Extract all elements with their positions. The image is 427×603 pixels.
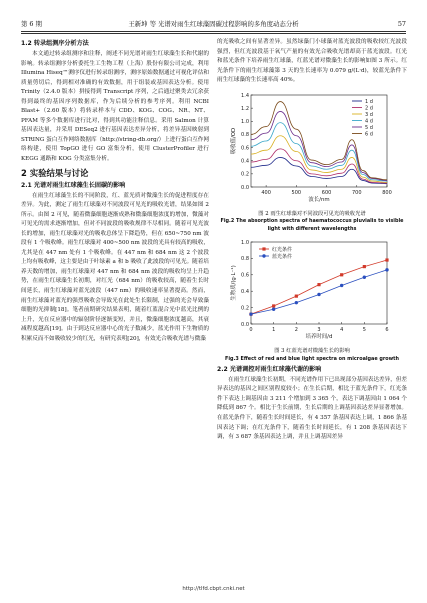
x-tick-label: 1: [272, 326, 276, 333]
section-heading-2: 2 实验结果与讨论: [21, 167, 89, 178]
data-point: [295, 301, 298, 304]
paragraph-metabolism: 在雨生红球藻生长初期，不同光谱作用下已出现部分基因表达差异，但差异表达的基因之间区别程度较小；在生长后期，相比于蓝光条件下，红光条件下表达上调基因由 3 211 个增加到 3 365 个，表达下调基因由 1 064 个降低到 867 个。相比于生长前期，生长后期的上调基因表达差异显著增加。在蓝光条件下，随着生长时间延长，有 4 357 条基因表达上调，1 866 条基因表达下调；在红光条件下，随着生长时间延长，有 1 208 条基因表达下调，有 3 687 条基因表达上调，并且上调基因差异: [217, 376, 408, 441]
paragraph-methods: 本文通过转录组测序和注释，阐述不同光谱对雨生红球藻生长和代谢的影响。转录组测序分析委托生工生物工程（上海）股份有限公司完成，利用 Illumina Hiseq™测序仪进行转录组测序，测序原始数据通过可视化评估和质量剪切后，得到相对准确的有效数据，用于组装或基因表达分析。使用 Trinity（2.4.0 版本）拼接得到 Transcript 序列，之后通过聚类去冗余获得到最终的基因序列数据库，作为后续分析的参考序列。利用 NCBI Blast+（2.60 版本）将转录样本与 CDD、KOG、COG、NR、NT、PFAM 等多个数据库进行比对，得到其功能注释信息。采用 Salmon 计算基因表达量，并采用 DESeq2 进行基因表达差异分析，将差异基因映射到 STRING 蛋白互作网络数据库（http://string-db.org/）上进行蛋白互作网络构建，使用 TopGO 进行 GO 富集分析，使用 ClusterProfiler 进行 KEGG 通路和 KOG 分类富集分析。: [21, 51, 209, 163]
y-tick-label: 1.0: [241, 118, 249, 125]
legend-label: 红光条件: [272, 246, 293, 253]
data-point: [272, 304, 275, 307]
legend-label: 蓝光条件: [272, 253, 293, 260]
legend-label: 2 d: [365, 105, 373, 112]
x-tick-label: 0: [249, 326, 253, 333]
series-line: [251, 260, 387, 314]
data-point: [317, 283, 320, 286]
series-line: [251, 157, 387, 183]
y-tick-label: 0.8: [241, 131, 249, 138]
y-tick-label: 0.0: [241, 184, 249, 191]
y-tick-label: 0.2: [241, 305, 249, 312]
y-tick-label: 1.4: [241, 92, 249, 99]
subsection-heading-2-1: 2.1 光谱对雨生红球藻生长固碳的影响: [21, 181, 126, 189]
x-tick-label: 800: [382, 189, 392, 196]
legend-label: 4 d: [365, 118, 373, 125]
right-column: [217, 38, 407, 443]
series-line: [251, 270, 387, 314]
figure-2: [217, 89, 407, 233]
figure-3-caption-en: Fig.3 Effect of red and blue light spectra on microalgae growth: [225, 355, 399, 362]
x-tick-label: 700: [352, 189, 362, 196]
data-point: [363, 265, 366, 268]
x-tick-label: 500: [291, 189, 302, 196]
y-tick-label: 1.0: [241, 239, 249, 246]
y-tick-label: 0.8: [241, 256, 249, 263]
y-axis-label: 吸收值/OD: [231, 127, 237, 154]
x-tick-label: 600: [321, 189, 332, 196]
data-point: [295, 294, 298, 297]
data-point: [340, 273, 343, 276]
x-tick-label: 5: [362, 326, 366, 333]
running-header: [21, 18, 406, 30]
running-title: 王新坤 等 光谱对雨生红球藻固碳过程影响的多角度动态分析: [128, 20, 299, 28]
y-tick-label: 0.0: [241, 321, 249, 328]
x-axis-label: 波长/nm: [308, 196, 330, 203]
legend-marker: [262, 247, 265, 250]
paragraph-spectra-results: 在雨生红球藻生长的不同阶段，红、蓝光质对微藻生长的促进程度存在差异。为此，测定了雨生红球藻对不同波段可见光的吸收光谱，结果如图 2 所示。由图 2 可见，随着微藻细胞逐渐成熟和微藻细胞浓度的增加，微藻对可见光的需求逐渐增加，但对不同波段的吸收规律不尽相同。随着可见光波长的增加，雨生红球藻对光的吸收总体呈下降趋势，但在 650~750 nm 波段有 1 个吸收峰。雨生红球藻对 400~500 nm 波段的光具有较高的吸收，尤其是在 447 nm 处有 1 个吸收峰。在 447 nm 和 684 nm 这 2 个波段上均有吸收峰，这主要是由于叶绿素 a 和 b 吸收了此波段的可见光。随着培养天数的增加，雨生红球藻对 447 nm 和 684 nm 波段的吸收均呈上升趋势，在雨生红球藻生长初期，对红光（684 nm）的吸收较高，随着生长时间延长，雨生红球藻对蓝光波段（447 nm）的吸收速率显著提高。然而，雨生红球藻对蓝光的强烈吸收会导致光在此处生长限制，过强的光会导致藻细胞的光抑制[18]。笔者前期研究结果表明，随着红蓝混合光中蓝光比例的上升，光在反应器中的辐射阶径逐渐变短，并且，微藻细胞浓度越高，其衰减程度越高[19]。由于到达反应器中心的光子数减少，蓝光作用下生物质的积累反而不如吸收较少的红光，有研究表明[20]，有效光合吸收光谱与微藻: [21, 192, 209, 342]
x-tick-label: 4: [340, 326, 344, 333]
y-tick-label: 0.6: [241, 145, 249, 152]
figure-3: [217, 236, 407, 363]
x-axis-label: 培养时间/d: [305, 333, 333, 340]
y-tick-label: 0.6: [241, 272, 249, 279]
paragraph-continued: 的光吸收之间有显著差异。虽然绿藻门小球藻对蓝光波段的吸收较红光波段强烈，但红光波段基于氧气产量的有效光合吸收光谱却高于蓝光波段。红光和蓝光条件下培养雨生红球藻，红蓝光谱对微藻生长的影响如图 3 所示。红光条件下的雨生红球藻第 3 天的生长速率为 0.079 g/(L·d)，较蓝光条件下雨生红球藻的生长速率高 40%。: [217, 39, 407, 84]
series-line: [251, 135, 387, 182]
data-point: [249, 312, 252, 315]
subsection-heading-2-2: 2.2 光谱调控对雨生红球藻代谢的影响: [217, 365, 322, 373]
x-tick-label: 6: [385, 326, 389, 333]
issue-number: 第 6 期: [21, 20, 42, 28]
y-tick-label: 0.4: [241, 288, 249, 295]
data-point: [385, 258, 388, 261]
y-tick-label: 1.2: [241, 105, 249, 112]
y-tick-label: 0.2: [241, 171, 249, 178]
figure-2-caption-en: Fig.2 The absorption spectra of haematococcus pluvialis to visible light with different wavelengths: [220, 218, 404, 232]
data-point: [340, 284, 343, 287]
y-axis-label: 生物质/(g·L⁻¹): [231, 265, 237, 301]
legend-label: 3 d: [365, 111, 373, 118]
absorption-spectrum-chart: [217, 89, 407, 207]
figure-3-caption-cn: 图 3 红蓝光谱对微藻生长的影响: [274, 348, 350, 355]
x-tick-label: 400: [261, 189, 271, 196]
y-tick-label: 0.4: [241, 158, 249, 165]
legend-label: 6 d: [365, 131, 373, 138]
legend-marker: [262, 254, 265, 257]
series-line: [251, 149, 387, 183]
legend-label: 1 d: [365, 98, 373, 105]
legend-label: 5 d: [365, 124, 373, 131]
page-number: 57: [397, 20, 406, 28]
data-point: [272, 307, 275, 310]
growth-curve-chart: [217, 236, 407, 344]
header-rule: [21, 31, 406, 32]
subsection-heading-1-2: 1.2 转录组测序分析方法: [21, 40, 89, 47]
figure-2-caption-cn: 图 2 雨生红球藻对不同波段可见光的吸收光谱: [258, 211, 366, 218]
x-tick-label: 2: [294, 326, 298, 333]
left-column: [21, 38, 209, 344]
footer-url: http://tlfd.cbpt.cnki.net: [182, 586, 245, 592]
header-rule-thin: [21, 33, 406, 34]
x-tick-label: 3: [317, 326, 321, 333]
data-point: [363, 275, 366, 278]
data-point: [385, 268, 388, 271]
data-point: [317, 293, 320, 296]
